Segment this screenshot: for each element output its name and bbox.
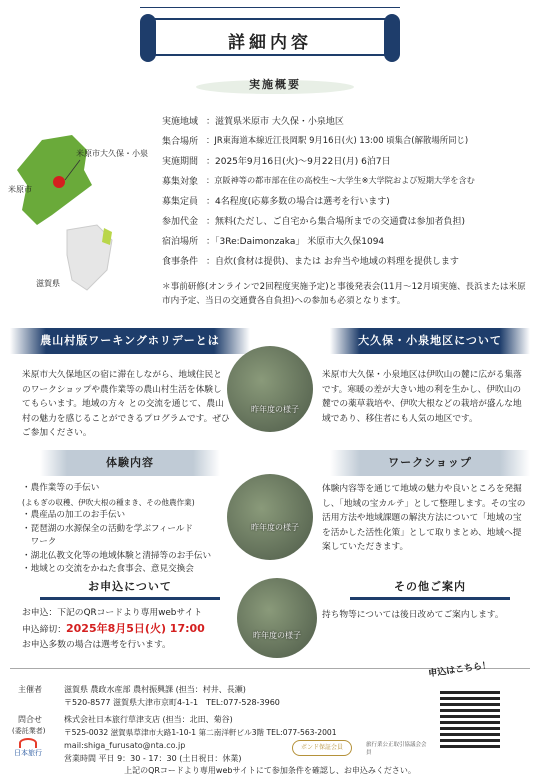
deadline-date: 2025年8月5日(火) 17:00: [66, 622, 205, 635]
title-banner: [150, 18, 390, 56]
s4-heading: ワークショップ: [330, 450, 530, 476]
apply-here-label: 申込はこちら！: [427, 660, 492, 680]
s2-text: 米原市大久保・小泉地区は伊吹山の麓に広がる集落です。寒暖の差が大きい地の利を生かし、伊吹山の麓での薬草栽培や、伊吹大根などの栽培が盛んな地域であり、移住者にも人気の地区です。: [322, 370, 522, 424]
map-label-place: 米原市大久保・小泉: [76, 149, 148, 158]
contact-line2: 〒525-0032 滋賀県草津市大路1-10-1 第二南洋軒ビル3階 TEL:077-563-2001: [64, 728, 337, 737]
contact-block: [64, 713, 434, 765]
list-item: ・琵琶湖の水源保全の活動を学ぶフィールド: [22, 523, 194, 534]
contact-label: 問合せ: [18, 715, 42, 724]
info-row: 募集定員 ：4名程度(応募多数の場合は選考を行います): [162, 196, 390, 207]
info-row: 宿泊場所 ：「3Re:Daimonzaka」 米原市大久保1094: [162, 236, 385, 247]
contact-mail[interactable]: mail:shiga_furusato@nta.co.jp: [64, 741, 186, 750]
photo-caption: 昨年度の様子: [251, 405, 299, 414]
qr-code[interactable]: [440, 688, 500, 748]
contact-sub: (委託業者): [12, 727, 46, 735]
nta-logo-text: 日本旅行: [14, 749, 42, 757]
organizer-block: [64, 683, 424, 709]
info-row: 食事条件 ：自炊(食材は提供)、または お弁当や地域の料理を提供します: [162, 256, 459, 267]
bottom-note: 上記のQRコードより専用webサイトにて参加条件を確認し、お申込みください。: [124, 766, 416, 775]
s6-text: 持ち物等については後日改めてご案内します。: [322, 610, 504, 620]
s6-heading: その他ご案内: [350, 574, 510, 600]
list-item: ・湖北仏教文化等の地域体験と清掃等のお手伝い: [22, 550, 212, 561]
org-line2: 〒520-8577 滋賀県大津市京町4-1-1 TEL:077-528-3960: [64, 698, 280, 707]
photo-caption: 昨年度の様子: [253, 631, 301, 640]
s2-heading: 大久保・小泉地区について: [330, 328, 530, 354]
s1-text: 米原市大久保地区の宿に滞在しながら、地域住民とのワークショップや農作業等の農山村生活を体験してもらいます。地域の方々 との交流を通じて、農山村の魅力を感じることができるプログラムです。ぜひご参加ください。: [22, 370, 230, 438]
s4-text: 体験内容等を通じて地域の魅力や良いところを発掘し、「地域の宝カルテ」として整理します。その宝の活用方法や地域課題の解決方法について「地域の宝を活かした活性化策」として取りまとめ、地域へ提案していただきます。: [322, 484, 526, 552]
s3-list: [22, 482, 232, 577]
bond-logo: ボンド保証会員: [292, 740, 352, 756]
photo-house: [237, 578, 317, 658]
deadline-line: 申込締切：2025年8月5日(火) 17:00: [22, 622, 205, 635]
overview-heading: 実施概要: [210, 76, 340, 98]
location-marker: [53, 176, 65, 188]
info-row: 実施期間 ：2025年9月16日(火)～9月22日(月) 6泊7日: [162, 156, 391, 167]
s3-heading: 体験内容: [40, 450, 220, 476]
jata-logo: 旅行業公正取引協議会会員: [366, 742, 427, 756]
photo-caption: 昨年度の様子: [251, 523, 299, 532]
s1-heading: 農山村版ワーキングホリデーとは: [10, 328, 250, 354]
overview-note: ＊事前研修(オンラインで2回程度実施予定)と事後発表会(11月～12月頃実施、長浜または米原市内予定、当日の交通費各自負担)への参加も必須となります。: [162, 282, 526, 306]
map-label-city: 米原市: [8, 185, 32, 194]
info-row: 実施地域 ：滋賀県米原市 大久保・小泉地区: [162, 116, 344, 127]
info-row: 集合場所 ：JR東海道本線近江長岡駅 9月16日(火) 13:00 頃集合(解散場所同じ): [162, 135, 469, 147]
list-item: ・地域との交流をかねた食事会、意見交換会: [22, 564, 194, 574]
info-row: 参加代金 ：無料(ただし、ご自宅から集合場所までの交通費は参加者負担): [162, 216, 466, 227]
selection-note: お申込多数の場合は選考を行います。: [22, 640, 171, 650]
photo-farmwork: [227, 474, 313, 560]
overview-table: [162, 110, 532, 270]
nta-logo: [14, 738, 42, 758]
org-line1: 滋賀県 農政水産部 農村振興課 (担当：村井、長瀬): [64, 685, 246, 694]
map-label-pref: 滋賀県: [36, 279, 60, 288]
contact-hours: 営業時間 平日 9：30 - 17：30 (土日祝日：休業): [64, 754, 242, 763]
banner-deco-line: [140, 7, 400, 11]
list-item: ワーク: [22, 537, 57, 547]
info-row: 募集対象 ：京阪神等の都市部在住の高校生～大学生※大学院および短期大学を含む: [162, 174, 475, 187]
list-item: (よもぎの収穫、伊吹大根の種まき、その他農作業): [22, 497, 195, 507]
org-label: 主催者: [18, 685, 42, 694]
s5-body: [22, 606, 237, 653]
s5-heading: お申込について: [40, 574, 220, 600]
list-item: ・農産品の加工のお手伝い: [22, 510, 126, 520]
contact-line1: 株式会社日本旅行草津支店 (担当：北田、菊谷): [64, 715, 233, 724]
photo-workshop: [227, 346, 313, 432]
page-title: 詳細内容: [228, 33, 312, 53]
list-item: ・農作業等の手伝い: [22, 483, 100, 493]
apply-line: お申込：下記のQRコードより専用webサイト: [22, 608, 203, 618]
